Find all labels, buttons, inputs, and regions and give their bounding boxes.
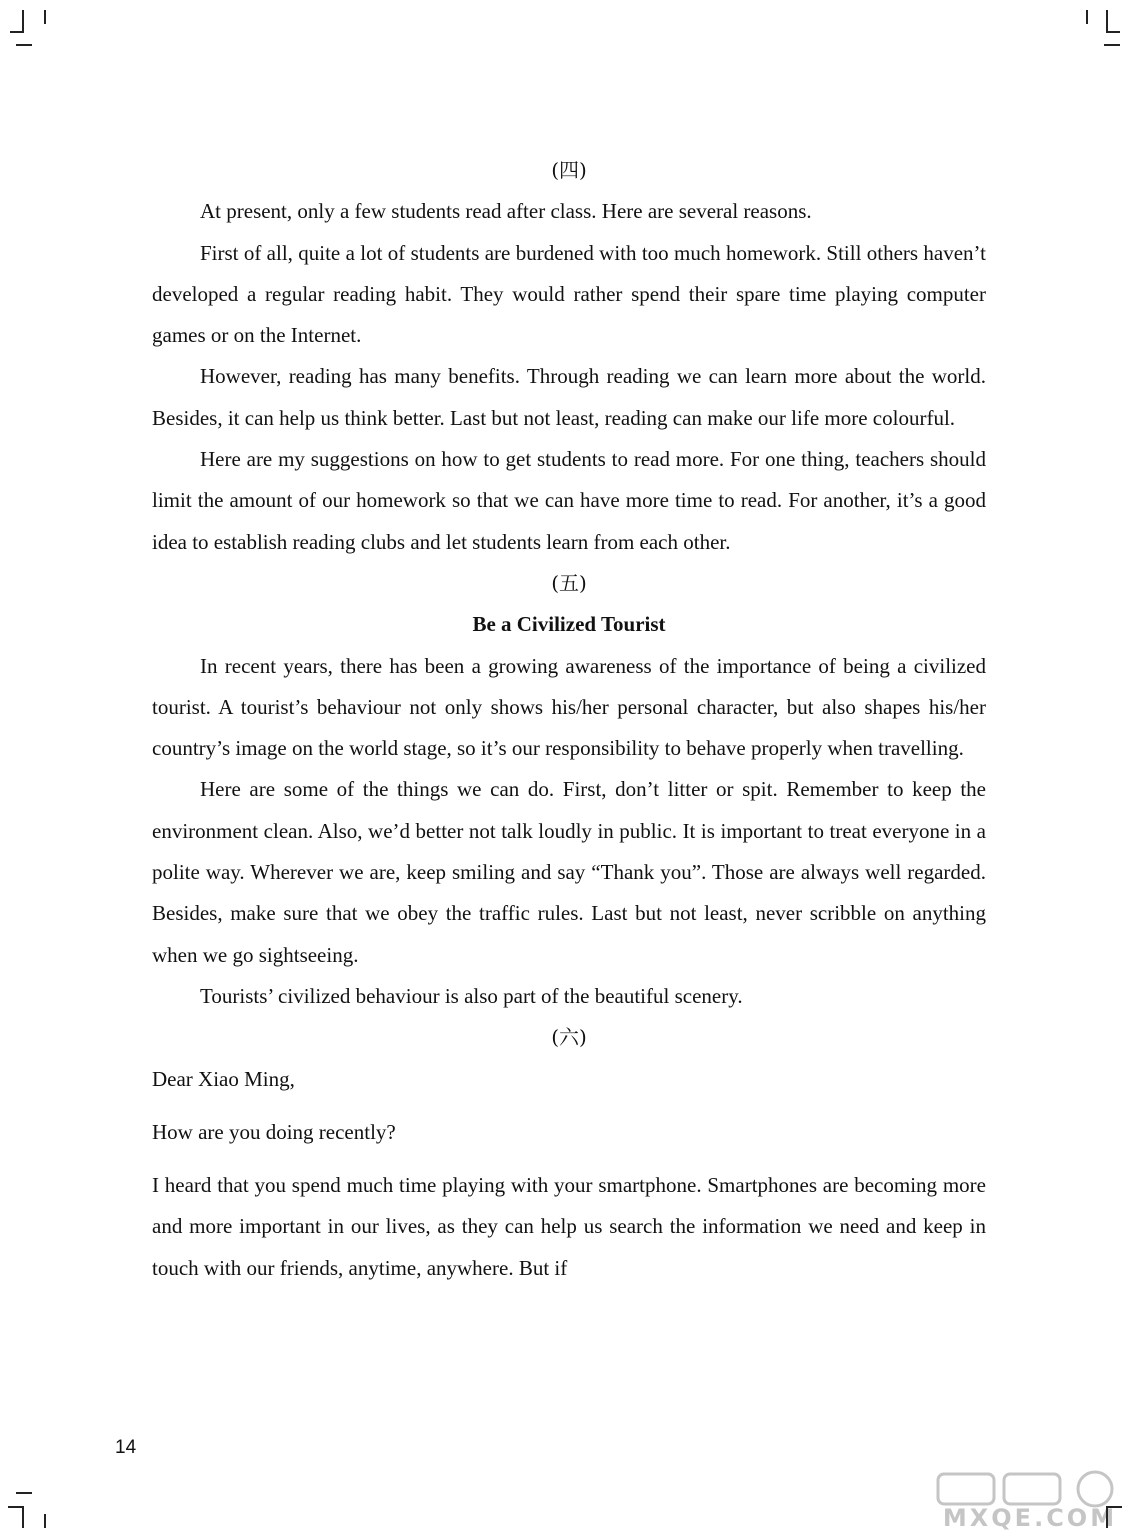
letter-salutation: Dear Xiao Ming, bbox=[152, 1066, 295, 1091]
letter-line: I heard that you spend much time playing with your smartphone. Smartphones are becoming more and more important in our lives, as they can help us search the information we need and keep in touch with our friends, anytime, anywhere. But if bbox=[152, 1173, 986, 1280]
section-4-paragraph: However, reading has many benefits. Through reading we can learn more about the world. Besides, it can help us think better. Last but not least, reading can make our life more colourful. bbox=[152, 364, 986, 430]
section-5-paragraph: Here are some of the things we can do. First, don’t litter or spit. Remember to keep the environment clean. Also, we’d better not talk loudly in public. It is important to treat everyone in a polite way. Wherever we are, keep smiling and say “Thank you”. Those are always well regarded. Besides, make sure that we obey the traffic rules. Last but not least, never scribble on anything when we go sightseeing. bbox=[152, 777, 986, 967]
section-4-paragraph: First of all, quite a lot of students are burdened with too much homework. Still others haven’t developed a regular reading habit. They would rather spend their spare time playing computer games or on the Internet. bbox=[152, 240, 986, 348]
document-body bbox=[152, 150, 986, 1289]
essay-title: Be a Civilized Tourist bbox=[472, 612, 666, 637]
crop-mark-bottom-left bbox=[16, 1492, 32, 1494]
crop-mark-top-left bbox=[16, 44, 32, 46]
section-5-paragraph: In recent years, there has been a growing awareness of the importance of being a civilized tourist. A tourist’s behaviour not only shows his/her personal character, but also shapes his/her country’s image on the world stage, so it’s our responsibility to behave properly when travelling. bbox=[152, 653, 986, 761]
section-heading-5: (五) bbox=[551, 570, 587, 595]
section-heading-6: (六) bbox=[551, 1025, 587, 1050]
crop-mark-top-right bbox=[1086, 10, 1088, 24]
crop-mark-top-left bbox=[44, 10, 46, 24]
watermark-logo bbox=[930, 1470, 1130, 1532]
section-4-paragraph: Here are my suggestions on how to get students to read more. For one thing, teachers should limit the amount of our homework so that we can have more time to read. For another, it’s a good idea to establish reading clubs and let students learn from each other. bbox=[152, 447, 986, 554]
page-number: 14 bbox=[115, 1437, 137, 1458]
crop-mark-bottom-left bbox=[8, 1506, 24, 1508]
spacer bbox=[152, 1100, 986, 1112]
crop-mark-bottom-left bbox=[22, 1506, 24, 1528]
crop-mark-top-right bbox=[1106, 31, 1120, 33]
watermark-text: MXQE.COM bbox=[942, 1504, 1118, 1532]
section-4-paragraph: At present, only a few students read after class. Here are several reasons. bbox=[200, 199, 812, 224]
crop-mark-top-left bbox=[10, 31, 24, 33]
letter-line: How are you doing recently? bbox=[152, 1119, 396, 1144]
crop-mark-top-left bbox=[22, 10, 24, 32]
crop-mark-top-right bbox=[1106, 10, 1108, 32]
section-heading-4: (四) bbox=[551, 158, 587, 182]
spacer bbox=[152, 1153, 986, 1165]
section-5-paragraph: Tourists’ civilized behaviour is also part of the beautiful scenery. bbox=[200, 983, 743, 1008]
crop-mark-bottom-left bbox=[44, 1514, 46, 1528]
crop-mark-top-right bbox=[1104, 44, 1120, 46]
